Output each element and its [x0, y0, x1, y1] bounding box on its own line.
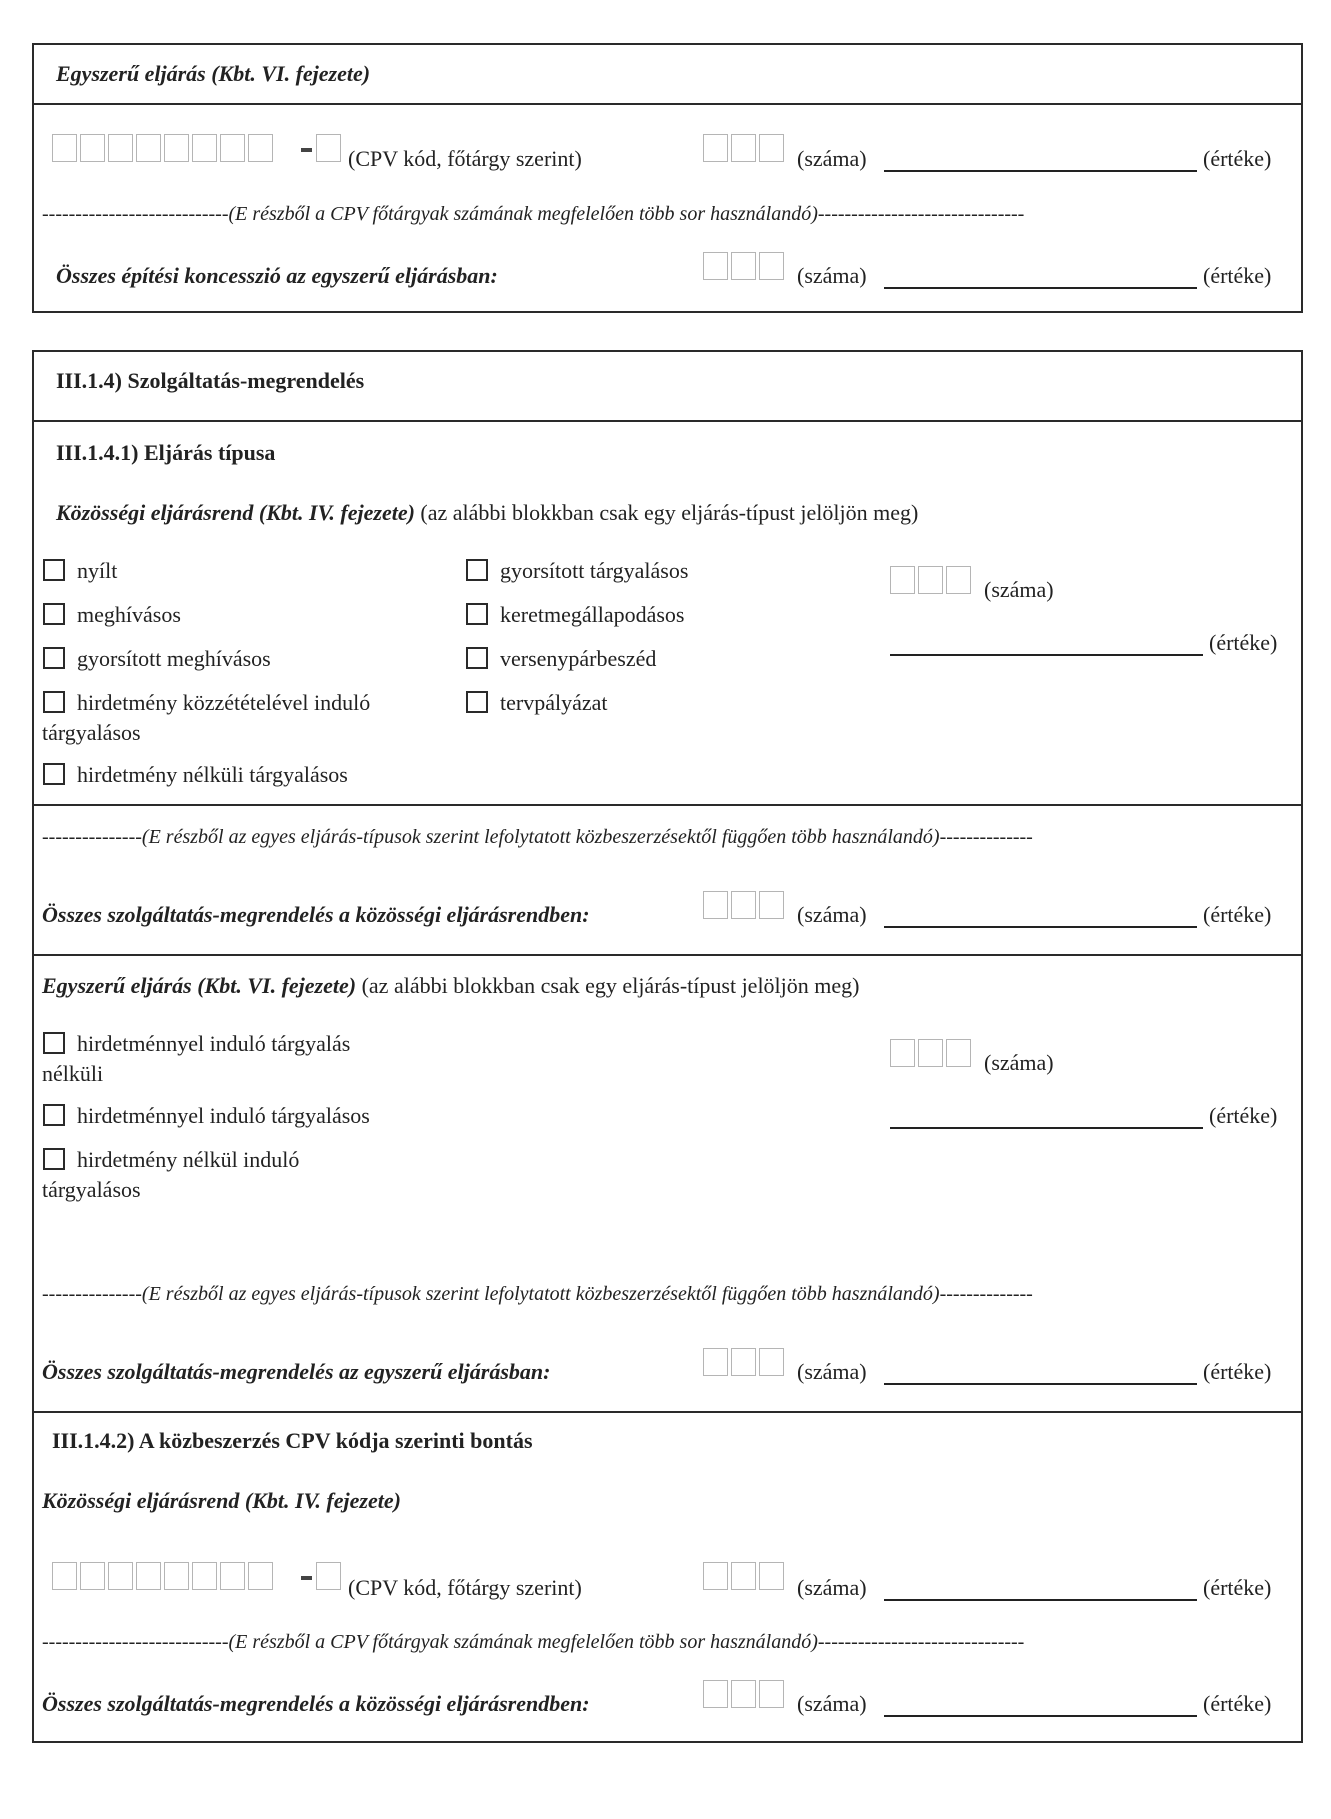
simple-repeat-note: ---------------(E részből az egyes eljárás-típusok szerint lefolytatott közbeszerzésektől függően több használandó)-------------- [42, 1283, 1033, 1305]
cpv-breakdown-title: III.1.4.2) A közbeszerzés CPV kódja szerinti bontás [52, 1428, 533, 1453]
cpv-repeat-note: ----------------------------(E részből a CPV főtárgyak számának megfelelően több sor használandó)------------------------------- [42, 1631, 1025, 1653]
count-label: (száma) [797, 146, 867, 171]
community-total-value-label: (értéke) [1203, 902, 1272, 927]
divider [32, 954, 1303, 956]
divider [32, 804, 1303, 806]
services-title: III.1.4) Szolgáltatás-megrendelés [56, 368, 365, 393]
simple-total-value-label: (értéke) [1203, 1359, 1272, 1384]
divider [32, 1411, 1303, 1413]
community-value-line[interactable] [890, 654, 1203, 656]
cpv-total-label: Összes szolgáltatás-megrendelés a közösségi eljárásrendben: [42, 1691, 590, 1716]
option-notice-without-negotiation-cont: nélküli [42, 1061, 104, 1086]
checkbox-restricted[interactable] [43, 603, 65, 625]
total-count-label: (száma) [797, 263, 867, 288]
checkbox-negotiated-without-notice[interactable] [43, 763, 65, 785]
simple-title: Egyszerű eljárás (Kbt. VI. fejezete) [42, 973, 357, 998]
total-value-line[interactable] [884, 287, 1197, 289]
option-competitive-dialogue: versenypárbeszéd [500, 646, 657, 671]
simple-total-count-label: (száma) [797, 1359, 867, 1384]
community-total-count-boxes[interactable] [703, 891, 784, 919]
simple-header [42, 973, 859, 999]
option-framework: keretmegállapodásos [500, 602, 685, 627]
checkbox-accelerated-negotiated[interactable] [466, 559, 488, 581]
option-accelerated-restricted: gyorsított meghívásos [77, 646, 271, 671]
option-without-notice-cont: tárgyalásos [42, 1177, 141, 1202]
total-value-label: (értéke) [1203, 263, 1272, 288]
checkbox-notice-without-negotiation[interactable] [43, 1032, 65, 1054]
simple-count-boxes[interactable] [890, 1039, 971, 1067]
checkbox-open[interactable] [43, 559, 65, 581]
simple-value-line[interactable] [890, 1127, 1203, 1129]
cpv-value-label: (értéke) [1203, 1575, 1272, 1600]
value-input-line[interactable] [884, 170, 1197, 172]
community-repeat-note: ---------------(E részből az egyes eljárás-típusok szerint lefolytatott közbeszerzésektől függően több használandó)-------------- [42, 826, 1033, 848]
cpv-code-boxes[interactable] [52, 1562, 273, 1590]
cpv-dash [301, 1576, 312, 1580]
cpv-label: (CPV kód, főtárgy szerint) [348, 146, 582, 171]
procedure-type-title: III.1.4.1) Eljárás típusa [56, 440, 276, 465]
community-title: Közösségi eljárásrend (Kbt. IV. fejezete) [56, 500, 415, 525]
cpv-count-boxes[interactable] [703, 1562, 784, 1590]
cpv-label: (CPV kód, főtárgy szerint) [348, 1575, 582, 1600]
community-total-value-line[interactable] [884, 926, 1197, 928]
community-note: (az alábbi blokkban csak egy eljárás-típust jelöljön meg) [414, 500, 919, 525]
cpv-total-count-label: (száma) [797, 1691, 867, 1716]
option-restricted: meghívásos [77, 602, 181, 627]
option-without-notice: hirdetmény nélkül induló [77, 1147, 300, 1172]
checkbox-accelerated-restricted[interactable] [43, 647, 65, 669]
checkbox-framework[interactable] [466, 603, 488, 625]
simple-total-count-boxes[interactable] [703, 1348, 784, 1376]
checkbox-notice-with-negotiation[interactable] [43, 1104, 65, 1126]
option-accelerated-negotiated: gyorsított tárgyalásos [500, 558, 689, 583]
simple-total-value-line[interactable] [884, 1383, 1197, 1385]
option-notice-with-negotiation: hirdetménnyel induló tárgyalásos [77, 1103, 370, 1128]
cpv-total-value-label: (értéke) [1203, 1691, 1272, 1716]
option-open: nyílt [77, 558, 118, 583]
cpv-count-label: (száma) [797, 1575, 867, 1600]
checkbox-design-contest[interactable] [466, 691, 488, 713]
simple-value-label: (értéke) [1209, 1103, 1278, 1128]
repeat-note: ----------------------------(E részből a CPV főtárgyak számának megfelelően több sor használandó)------------------------------- [42, 203, 1025, 225]
community-count-boxes[interactable] [890, 566, 971, 594]
simple-count-label: (száma) [984, 1050, 1054, 1075]
community-header [56, 500, 918, 526]
community-value-label: (értéke) [1209, 630, 1278, 655]
community-total-count-label: (száma) [797, 902, 867, 927]
cpv-code-boxes[interactable] [52, 134, 273, 162]
value-label: (értéke) [1203, 146, 1272, 171]
divider [32, 420, 1303, 422]
cpv-check-digit-box[interactable] [316, 1562, 341, 1590]
cpv-check-digit-box[interactable] [316, 134, 341, 162]
option-design-contest: tervpályázat [500, 690, 608, 715]
checkbox-competitive-dialogue[interactable] [466, 647, 488, 669]
section-title: Egyszerű eljárás (Kbt. VI. fejezete) [56, 61, 371, 86]
simple-total-label: Összes szolgáltatás-megrendelés az egyszerű eljárásban: [42, 1359, 551, 1384]
community-count-label: (száma) [984, 577, 1054, 602]
count-boxes[interactable] [703, 134, 784, 162]
cpv-value-line[interactable] [884, 1599, 1197, 1601]
option-notice-without-negotiation: hirdetménnyel induló tárgyalás [77, 1031, 351, 1056]
cpv-dash [301, 148, 312, 152]
cpv-total-count-boxes[interactable] [703, 1680, 784, 1708]
total-label: Összes építési koncesszió az egyszerű eljárásban: [56, 263, 498, 288]
option-negotiated-with-notice-cont: tárgyalásos [42, 720, 141, 745]
community-total-label: Összes szolgáltatás-megrendelés a közösségi eljárásrendben: [42, 902, 590, 927]
checkbox-without-notice[interactable] [43, 1148, 65, 1170]
cpv-total-value-line[interactable] [884, 1715, 1197, 1717]
divider [32, 103, 1303, 105]
total-count-boxes[interactable] [703, 252, 784, 280]
option-negotiated-with-notice: hirdetmény közzétételével induló [77, 690, 371, 715]
option-negotiated-without-notice: hirdetmény nélküli tárgyalásos [77, 762, 348, 787]
cpv-community-title: Közösségi eljárásrend (Kbt. IV. fejezete) [42, 1488, 401, 1513]
simple-note: (az alábbi blokkban csak egy eljárás-típust jelöljön meg) [356, 973, 860, 998]
checkbox-negotiated-with-notice[interactable] [43, 691, 65, 713]
